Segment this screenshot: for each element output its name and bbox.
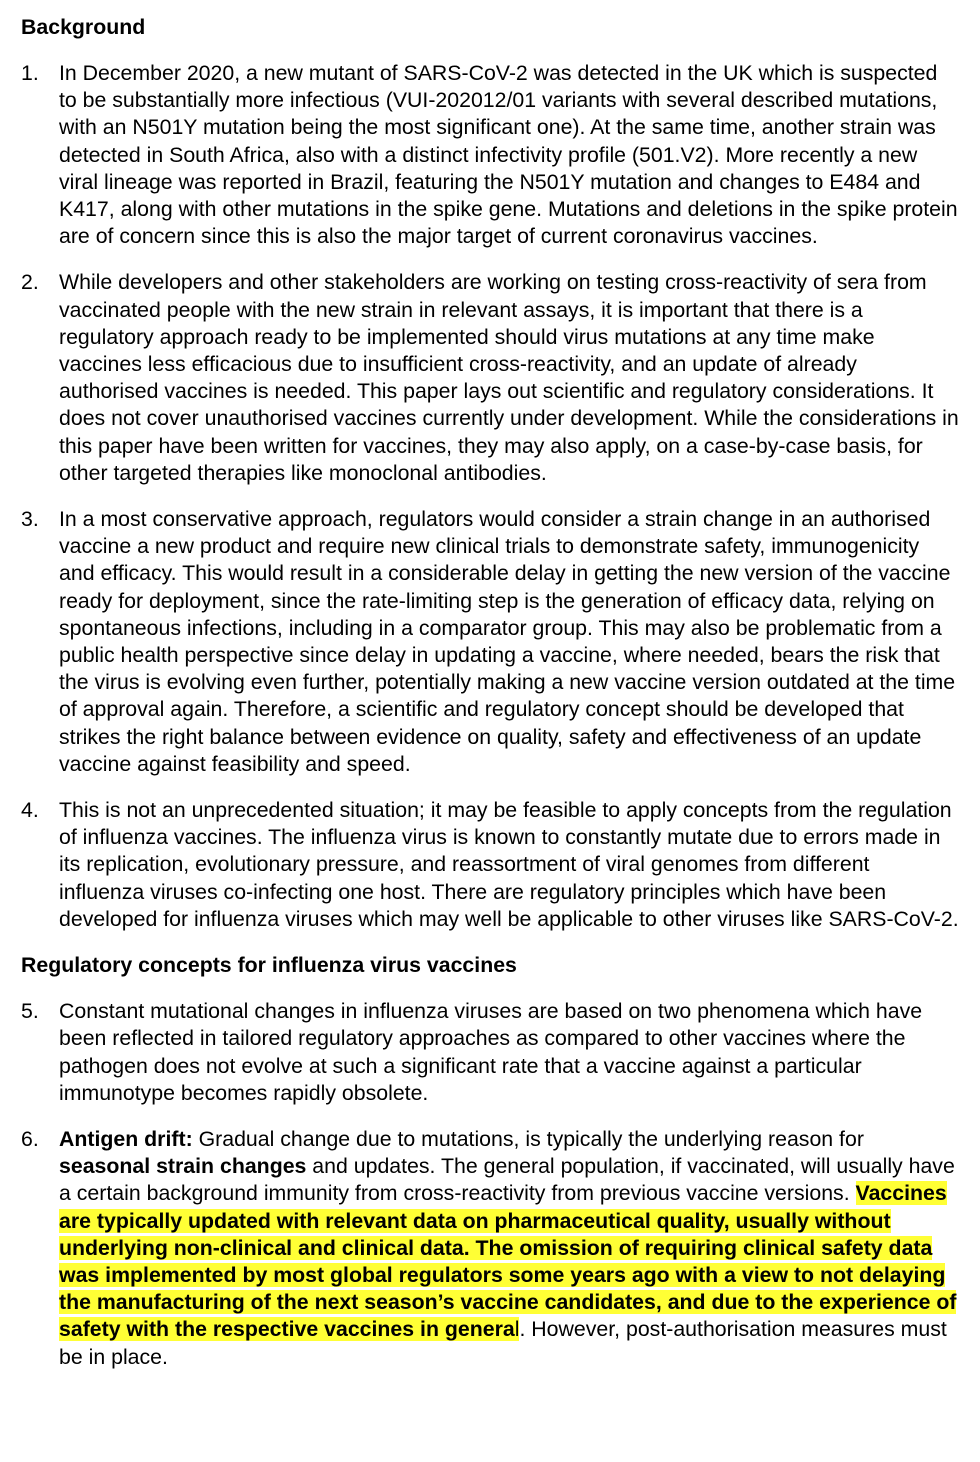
paragraph-4	[21, 797, 960, 933]
paragraph-text: In December 2020, a new mutant of SARS-CoV-2 was detected in the UK which is suspected to be substantially more infectious (VUI-202012/01 variants with several described mutations, with an N501Y mutation being the most significant one). At the same time, another strain was detected in South Africa, also with a distinct infectivity profile (501.V2). More recently a new viral lineage was reported in Brazil, featuring the N501Y mutation and changes to E484 and K417, along with other mutations in the spike gene. Mutations and deletions in the spike protein are of concern since this is also the major target of current coronavirus vaccines.	[59, 61, 958, 249]
paragraph-text: Constant mutational changes in influenza viruses are based on two phenomena which have been reflected in tailored regulatory approaches as compared to other vaccines where the pathogen does not evolve at such a significant rate that a vaccine against a particular immunotype becomes rapidly obsolete.	[59, 999, 923, 1105]
paragraph-text: This is not an unprecedented situation; it may be feasible to apply concepts from the regulation of influenza vaccines. The influenza virus is known to constantly mutate due to errors made in its replication, evolutionary pressure, and reassortment of viral genomes from different influenza viruses co-infecting one host. There are regulatory principles which have been developed for influenza viruses which may well be applicable to other viruses like SARS-CoV-2.	[59, 798, 959, 931]
highlighted-text-plain: l	[514, 1317, 520, 1342]
text-segment: . However, post-authorisation measures must be in place.	[59, 1317, 947, 1369]
paragraph-text: In a most conservative approach, regulators would consider a strain change in an authorised vaccine a new product and require new clinical trials to demonstrate safety, immunogenicity and efficacy. This would result in a considerable delay in getting the new version of the vaccine ready for deployment, since the rate-limiting step is the generation of efficacy data, relying on spontaneous infections, including in a comparator group. This may also be problematic from a public health perspective since delay in updating a vaccine, where needed, bears the risk that the virus is evolving even further, potentially making a new vaccine version outdated at the time of approval again. Therefore, a scientific and regulatory concept should be developed that strikes the right balance between evidence on quality, safety and effectiveness of an update vaccine against feasibility and speed.	[59, 507, 956, 776]
paragraph-text	[59, 1126, 960, 1371]
section-heading-background: Background	[21, 15, 146, 39]
paragraph-number: 1.	[21, 61, 39, 85]
term-antigen-drift: Antigen drift:	[59, 1126, 193, 1151]
paragraph-number: 6.	[21, 1126, 39, 1151]
highlighted-text: Vaccines are typically updated with relevant data on pharmaceutical quality, usually without underlying non-clinical and clinical data. The omission of requiring clinical safety data was implemented by most global regulators some years ago with a view to not delaying the manufacturing of the next season’s vaccine candidates, and due to the experience of safety with the respective vaccines in genera	[59, 1181, 957, 1342]
paragraph-number: 5.	[21, 999, 39, 1024]
paragraph-1	[21, 60, 960, 250]
paragraph-2	[21, 269, 960, 487]
paragraph-6	[21, 1126, 960, 1371]
paragraph-number: 2.	[21, 270, 39, 295]
bold-phrase-seasonal-strain-changes: seasonal strain changes	[59, 1154, 307, 1179]
paragraph-text: While developers and other stakeholders are working on testing cross-reactivity of sera from vaccinated people with the new strain in relevant assays, it is important that there is a regulatory approach ready to be implemented should virus mutations at any time make vaccines less efficacious due to insufficient cross-reactivity, and an update of already authorised vaccines is needed. This paper lays out scientific and regulatory considerations. It does not cover unauthorised vaccines currently under development. While the considerations in this paper have been written for vaccines, they may also apply, on a case-by-case basis, for other targeted therapies like monoclonal antibodies.	[59, 270, 959, 485]
paragraph-number: 3.	[21, 507, 39, 532]
paragraph-3	[21, 506, 960, 778]
section-heading-regulatory-concepts: Regulatory concepts for influenza virus vaccines	[21, 953, 517, 978]
text-segment: Gradual change due to mutations, is typically the underlying reason for	[192, 1126, 864, 1151]
text-segment: and updates. The general population, if vaccinated, will usually have a certain background immunity from cross-reactivity from previous vaccine versions.	[59, 1154, 955, 1206]
paragraph-5	[21, 998, 960, 1107]
paragraph-number: 4.	[21, 798, 39, 823]
